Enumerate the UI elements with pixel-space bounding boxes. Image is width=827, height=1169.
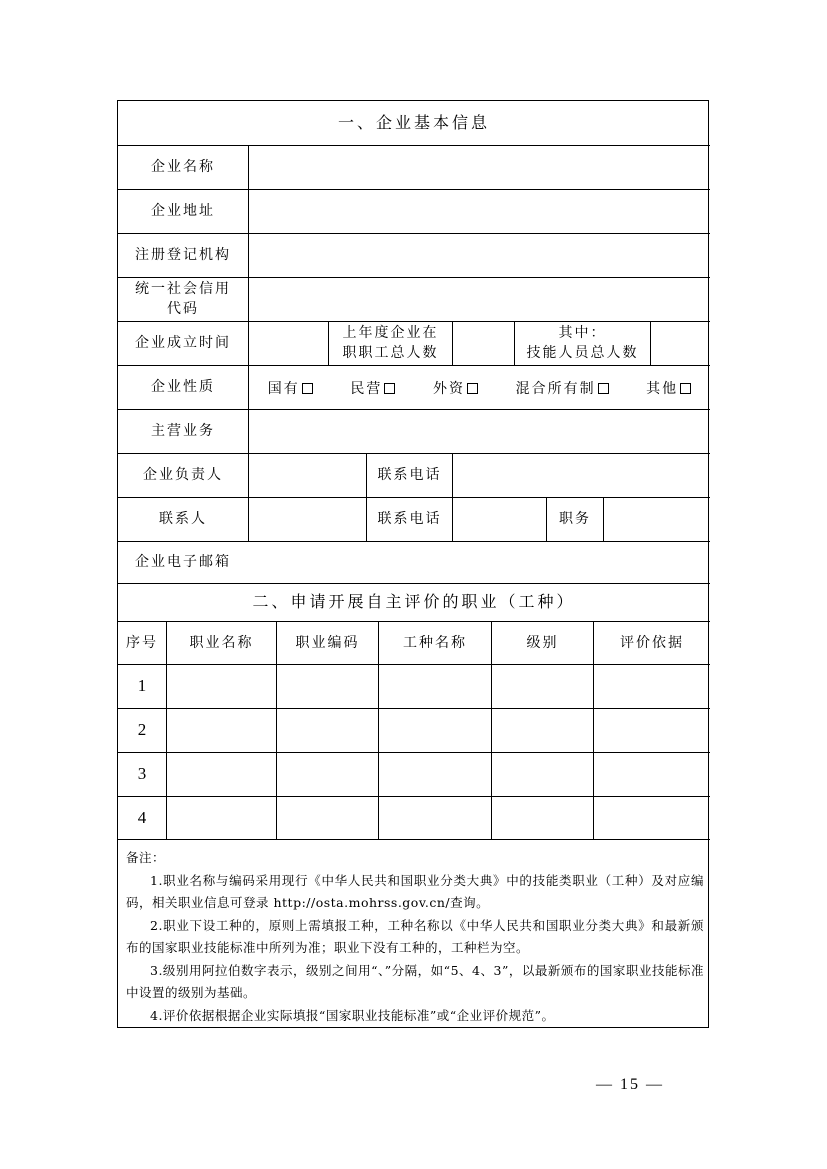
enterprise-info-form [117, 100, 709, 1028]
checkbox-icon[interactable] [467, 383, 478, 394]
credit-code-label [118, 277, 248, 321]
row-number: 3 [137, 764, 147, 783]
leader-phone-field[interactable] [453, 453, 710, 497]
row-divider [118, 839, 710, 840]
credit-code-label-line2: 代码 [167, 301, 199, 317]
row-number: 4 [137, 807, 147, 827]
enterprise-name-label: 企业名称 [151, 159, 215, 175]
checkbox-icon[interactable] [384, 383, 395, 394]
skilled-label-line1: 其中： [558, 325, 607, 341]
notes-heading: 备注： [126, 850, 166, 865]
staff-total-label [329, 321, 452, 365]
nature-option-private[interactable]: 民营 [350, 378, 395, 398]
contact-field[interactable] [249, 497, 366, 541]
checkbox-icon[interactable] [598, 383, 609, 394]
founded-field[interactable] [249, 321, 328, 365]
contact-label: 联系人 [159, 511, 207, 527]
staff-total-field[interactable] [453, 321, 514, 365]
contact-phone-label: 联系电话 [377, 511, 442, 527]
enterprise-name-field[interactable] [249, 145, 710, 189]
header-basis: 评价依据 [620, 634, 684, 651]
nature-option-foreign[interactable]: 外资 [433, 378, 478, 398]
header-seq: 序号 [126, 634, 158, 651]
address-label: 企业地址 [151, 203, 215, 219]
skilled-label-line2: 技能人员总人数 [526, 345, 639, 361]
note-item: 1.职业名称与编码采用现行《中华人民共和国职业分类大典》中的技能类职业（工种）及对应编码，相关职业信息可登录 http://osta.mohrss.gov.cn/查询。 [126, 872, 704, 910]
main-business-field[interactable] [249, 409, 710, 453]
nature-options [249, 366, 710, 409]
nature-label: 企业性质 [151, 379, 215, 395]
section1-title: 一、企业基本信息 [337, 113, 490, 132]
note-item: 3.级别用阿拉伯数字表示，级别之间用“、”分隔，如“5、4、3”，以最新颁布的国家职业技能标准中设置的级别为基础。 [126, 962, 704, 1000]
position-label: 职务 [559, 511, 591, 527]
main-business-label: 主营业务 [151, 423, 215, 439]
nature-option-state[interactable]: 国有 [268, 378, 313, 398]
founded-label: 企业成立时间 [135, 335, 231, 351]
address-field[interactable] [249, 189, 710, 233]
checkbox-icon[interactable] [680, 383, 691, 394]
nature-option-mixed[interactable]: 混合所有制 [516, 378, 609, 398]
row-divider [118, 752, 710, 753]
credit-code-field[interactable] [249, 277, 710, 321]
header-occupation-code: 职业编码 [295, 634, 360, 651]
registration-authority-label: 注册登记机构 [135, 247, 231, 263]
email-field[interactable] [249, 541, 710, 583]
header-occupation-name: 职业名称 [189, 634, 254, 651]
skilled-total-field[interactable] [651, 321, 710, 365]
page-number: — 15 — [596, 1076, 664, 1093]
note-item: 2.职业下设工种的，原则上需填报工种，工种名称以《中华人民共和国职业分类大典》和最新颁布的国家职业技能标准中所列为准；职业下没有工种的，工种栏为空。 [126, 917, 704, 955]
registration-authority-field[interactable] [249, 233, 710, 277]
leader-field[interactable] [249, 453, 366, 497]
row-number: 2 [137, 720, 147, 739]
position-field[interactable] [604, 497, 710, 541]
header-level: 级别 [526, 634, 559, 651]
staff-total-label-line1: 上年度企业在 [342, 325, 439, 341]
nature-option-other[interactable]: 其他 [646, 378, 691, 398]
email-label: 企业电子邮箱 [135, 554, 231, 570]
row-number: 1 [137, 676, 147, 695]
header-work-type: 工种名称 [403, 634, 467, 651]
staff-total-label-line2: 职职工总人数 [342, 345, 439, 361]
row-divider [118, 708, 710, 709]
checkbox-icon[interactable] [302, 383, 313, 394]
row-divider [118, 664, 710, 665]
skilled-label [515, 321, 650, 365]
row-divider [118, 796, 710, 797]
leader-label: 企业负责人 [143, 467, 223, 483]
section2-title: 二、申请开展自主评价的职业（工种） [252, 592, 576, 611]
note-item: 4.评价依据根据企业实际填报“国家职业技能标准”或“企业评价规范”。 [150, 1007, 555, 1023]
contact-phone-field[interactable] [453, 497, 546, 541]
leader-phone-label: 联系电话 [377, 467, 442, 483]
notes [126, 847, 704, 1027]
credit-code-label-line1: 统一社会信用 [135, 281, 231, 297]
